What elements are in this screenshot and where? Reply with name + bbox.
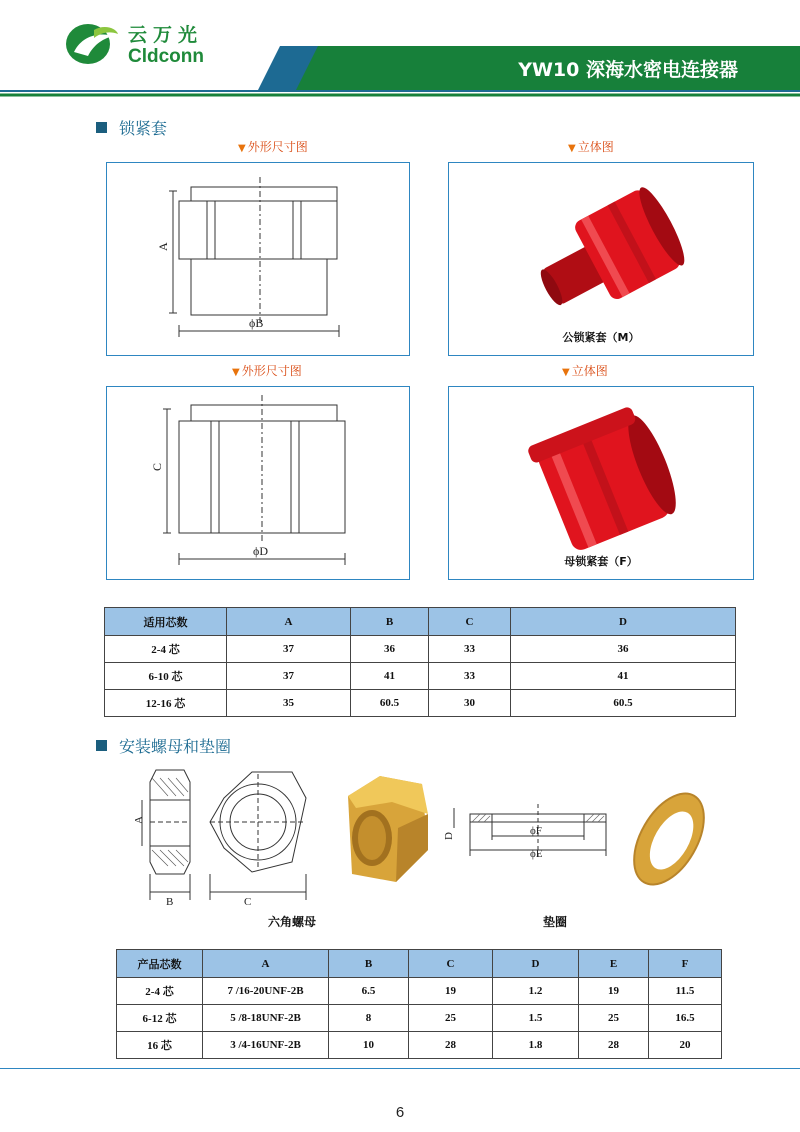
table-cell: 10 bbox=[329, 1032, 409, 1059]
hex-nut-drawing bbox=[128, 762, 318, 908]
caption-3d-1 bbox=[568, 138, 614, 155]
table-cell: 16.5 bbox=[649, 1005, 722, 1032]
caption-3d-2 bbox=[562, 362, 608, 379]
dim-label-C: C bbox=[150, 462, 164, 471]
triangle-down-icon: ▼ bbox=[238, 143, 246, 154]
table-cell: 36 bbox=[511, 636, 736, 663]
table-row bbox=[117, 978, 722, 1005]
render-panel-female bbox=[448, 386, 754, 580]
table-cell: 1.5 bbox=[493, 1005, 579, 1032]
brand-name-cn: 云万光 bbox=[128, 24, 204, 46]
table-cell: 60.5 bbox=[511, 690, 736, 717]
table-header-cell: A bbox=[203, 950, 329, 978]
section-heading-text: 锁紧套 bbox=[119, 119, 168, 138]
triangle-down-icon: ▼ bbox=[562, 367, 570, 378]
table-cell: 33 bbox=[429, 636, 511, 663]
table-cell: 5 /8-18UNF-2B bbox=[203, 1005, 329, 1032]
table-cell: 41 bbox=[511, 663, 736, 690]
section-heading-nut-washer bbox=[96, 734, 231, 757]
document-title: YW10 深海水密电连接器 bbox=[518, 59, 738, 81]
triangle-down-icon: ▼ bbox=[232, 367, 240, 378]
hex-nut-label: 六角螺母 bbox=[268, 915, 317, 929]
dim-label-A: A bbox=[156, 242, 170, 251]
nut-dim-A: A bbox=[133, 816, 145, 824]
bullet-square-icon bbox=[96, 122, 107, 133]
table-cell: 2-4 芯 bbox=[105, 636, 227, 663]
table-cell: 19 bbox=[579, 978, 649, 1005]
table-header-row bbox=[105, 608, 736, 636]
table-header-cell: F bbox=[649, 950, 722, 978]
washer-dim-D: D bbox=[443, 832, 455, 840]
table-cell: 41 bbox=[351, 663, 429, 690]
female-lock-sleeve-3d-image bbox=[449, 387, 753, 579]
table-header-cell: D bbox=[511, 608, 736, 636]
table-cell: 37 bbox=[227, 636, 351, 663]
table-header-cell: E bbox=[579, 950, 649, 978]
table-cell: 28 bbox=[579, 1032, 649, 1059]
table-header-row bbox=[117, 950, 722, 978]
nut-washer-dimension-table bbox=[116, 949, 722, 1059]
triangle-down-icon: ▼ bbox=[568, 143, 576, 154]
bullet-square-icon bbox=[96, 740, 107, 751]
table-row bbox=[105, 636, 736, 663]
table-cell: 1.8 bbox=[493, 1032, 579, 1059]
male-lock-sleeve-label: 公锁紧套（M） bbox=[562, 331, 640, 344]
table-cell: 16 芯 bbox=[117, 1032, 203, 1059]
caption-text: 立体图 bbox=[577, 140, 614, 154]
table-cell: 2-4 芯 bbox=[117, 978, 203, 1005]
table-header-cell: B bbox=[329, 950, 409, 978]
caption-text: 外形尺寸图 bbox=[247, 140, 308, 154]
dim-label-B: ϕB bbox=[249, 316, 264, 330]
lock-sleeve-dimension-table bbox=[104, 607, 736, 717]
washer-dim-E: ϕE bbox=[530, 848, 543, 860]
table-row bbox=[117, 1032, 722, 1059]
male-lock-sleeve-3d-image bbox=[449, 163, 753, 355]
table-header-cell: D bbox=[493, 950, 579, 978]
washer-label: 垫圈 bbox=[543, 915, 568, 929]
table-cell: 6.5 bbox=[329, 978, 409, 1005]
nut-dim-B: B bbox=[166, 896, 174, 908]
table-header-cell: C bbox=[429, 608, 511, 636]
table-cell: 3 /4-16UNF-2B bbox=[203, 1032, 329, 1059]
washer-drawing bbox=[440, 800, 620, 870]
table-header-cell: 适用芯数 bbox=[105, 608, 227, 636]
female-lock-sleeve-label: 母锁紧套（F） bbox=[564, 555, 638, 568]
table-cell: 36 bbox=[351, 636, 429, 663]
table-row bbox=[105, 690, 736, 717]
table-cell: 12-16 芯 bbox=[105, 690, 227, 717]
table-cell: 11.5 bbox=[649, 978, 722, 1005]
table-cell: 35 bbox=[227, 690, 351, 717]
table-row bbox=[117, 1005, 722, 1032]
caption-text: 立体图 bbox=[571, 364, 608, 378]
section-heading-text: 安装螺母和垫圈 bbox=[119, 737, 232, 756]
table-cell: 37 bbox=[227, 663, 351, 690]
table-cell: 28 bbox=[409, 1032, 493, 1059]
table-cell: 6-10 芯 bbox=[105, 663, 227, 690]
section-heading-lock-sleeve bbox=[96, 116, 167, 139]
render-panel-male bbox=[448, 162, 754, 356]
table-header-cell: B bbox=[351, 608, 429, 636]
drawing-panel-male bbox=[106, 162, 410, 356]
hex-nut-3d-image bbox=[336, 772, 436, 890]
footer-divider bbox=[0, 1068, 800, 1069]
table-cell: 20 bbox=[649, 1032, 722, 1059]
washer-dim-F: ϕF bbox=[530, 825, 542, 837]
table-header-cell: 产品芯数 bbox=[117, 950, 203, 978]
brand-name-en: Cldconn bbox=[128, 46, 204, 67]
table-header-cell: C bbox=[409, 950, 493, 978]
table-cell: 60.5 bbox=[351, 690, 429, 717]
male-lock-sleeve-drawing bbox=[107, 163, 409, 355]
page-number: 6 bbox=[395, 1104, 405, 1121]
table-cell: 19 bbox=[409, 978, 493, 1005]
caption-text: 外形尺寸图 bbox=[241, 364, 302, 378]
table-cell: 25 bbox=[579, 1005, 649, 1032]
washer-3d-image bbox=[624, 784, 714, 894]
table-cell: 7 /16-20UNF-2B bbox=[203, 978, 329, 1005]
table-cell: 30 bbox=[429, 690, 511, 717]
female-lock-sleeve-drawing bbox=[107, 387, 409, 579]
table-cell: 25 bbox=[409, 1005, 493, 1032]
caption-dimension-2 bbox=[232, 362, 302, 379]
drawing-panel-female bbox=[106, 386, 410, 580]
nut-dim-C: C bbox=[244, 896, 252, 908]
table-cell: 33 bbox=[429, 663, 511, 690]
table-row bbox=[105, 663, 736, 690]
table-cell: 8 bbox=[329, 1005, 409, 1032]
caption-dimension-1 bbox=[238, 138, 308, 155]
dim-label-D: ϕD bbox=[253, 544, 268, 558]
table-cell: 1.2 bbox=[493, 978, 579, 1005]
table-header-cell: A bbox=[227, 608, 351, 636]
table-cell: 6-12 芯 bbox=[117, 1005, 203, 1032]
